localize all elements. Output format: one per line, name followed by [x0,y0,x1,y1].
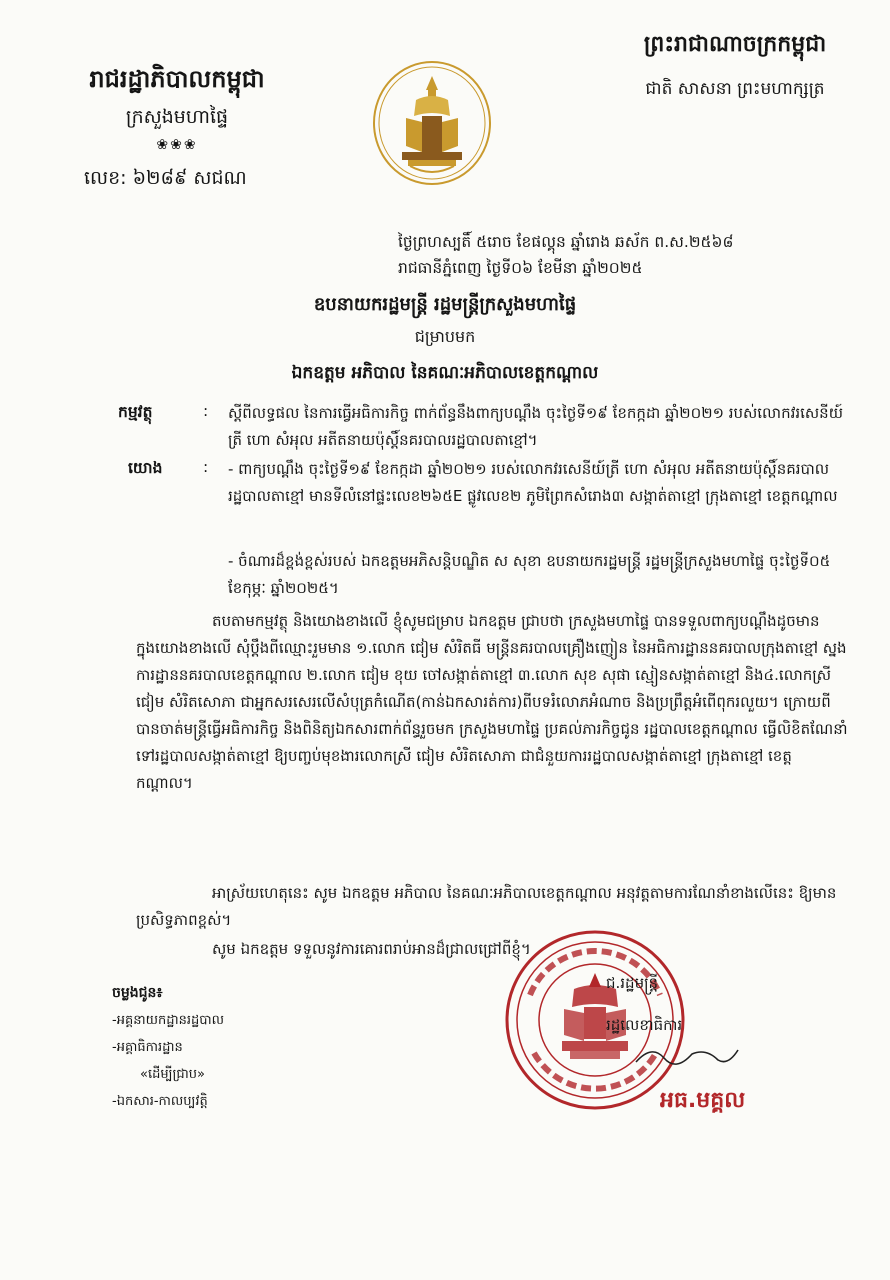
solar-date: រាជធានីភ្នំពេញ ថ្ងៃទី០៦ ខែមីនា ឆ្នាំ២០២៥ [398,259,643,277]
kingdom-header [600,30,870,103]
initials-stamp: អធ.មគ្គល [660,1088,746,1113]
subject-text: ស្ដីពីលទ្ធផល នៃការធ្វើអធិការកិច្ច ពាក់ព័ន្ធនឹងពាក្យបណ្ដឹង ចុះថ្ងៃទី១៩ ខែកក្កដា ឆ្នាំ២០២១ របស់លោកវរសេនីយ៍ត្រី ហោ សំអុល អតីតនាយប៉ុស្ដិ៍នគរបាលរដ្ឋបាលតាខ្មៅ។ [228,404,843,449]
recipient-title: ឯកឧត្តម អភិបាល នៃគណៈអភិបាលខេត្តកណ្ដាល [291,363,599,383]
ministry-name: ក្រសួងមហាផ្ទៃ [125,106,229,128]
body-paragraph-2: អាស្រ័យហេតុនេះ សូម ឯកឧត្តម អភិបាល នៃគណៈអភិបាលខេត្តកណ្ដាល អនុវត្តតាមការណែនាំខាងលើនេះ ឱ្យមានប្រសិទ្ធភាពខ្ពស់។ [136,884,837,929]
government-name: រាជរដ្ឋាភិបាលកម្ពុជា [89,65,265,93]
closing-paragraph: សូម ឯកឧត្តម ទទួលនូវការគោរពរាប់អានដ៏ជ្រាលជ្រៅពីខ្ញុំ។ [212,940,531,958]
sender-title: ឧបនាយករដ្ឋមន្ត្រី រដ្ឋមន្ត្រីក្រសួងមហាផ្ទៃ [313,294,577,315]
subject-label: កម្មវត្ថុ [118,403,153,421]
reference-item-2: - ចំណារដ៏ខ្ពង់ខ្ពស់របស់ ឯកឧត្តមអភិសន្ដិបណ្ឌិត ស សុខា ឧបនាយករដ្ឋមន្ត្រី រដ្ឋមន្ត្រីក្រសួងមហាផ្ទៃ ចុះថ្ងៃទី០៥ ខែកុម្ភៈ ឆ្នាំ២០២៥។ [228,552,831,597]
cc-list [112,980,224,1115]
signatory-position: រដ្ឋលេខាធិការ [606,1016,683,1034]
document-number: លេខ: ៦២៨៩ សជណ [84,167,247,189]
royal-emblem-icon [372,60,492,186]
national-motto: ជាតិ សាសនា ព្រះមហាក្សត្រ [645,79,825,99]
reference-label: យោង [128,459,163,477]
subject-colon: : [203,402,209,420]
body-paragraph-1: តបតាមកម្មវត្ថុ និងយោងខាងលើ ខ្ញុំសូមជម្រាប ឯកឧត្តម ជ្រាបថា ក្រសួងមហាផ្ទៃ បានទទួលពាក្យបណ្ដឹងដូចមានក្នុងយោងខាងលើ សុំប្ដឹងពីឈ្មោះរួមមាន ១.លោក ជៀម សំរិតធី មន្ត្រីនគរបាលគ្រឿងញៀន នៃអធិការដ្ឋាននគរបាលក្រុងតាខ្មៅ ស្នងការដ្ឋាននគរបាលខេត្តកណ្ដាល ២.លោក ជៀម ខុយ ចៅសង្កាត់តាខ្មៅ ៣.លោក សុខ សុផា ស្មៀនសង្កាត់តាខ្មៅ និង៤.លោកស្រី ជៀម សំរិតសោភា ជាអ្នកសរសេរលើសំបុត្រកំណើត(កាន់ឯកសារត់ការ)ពីបទរំលោភអំណាច និងប្រព្រឹត្តអំពើពុករលួយ។ ក្រោយពីបានចាត់មន្ត្រីធ្វើអធិការកិច្ច និងពិនិត្យឯកសារពាក់ព័ន្ធរួចមក ក្រសួងមហាផ្ទៃ ប្រគល់ភារកិច្ចជូន រដ្ឋបាលខេត្តកណ្ដាល ធ្វើលិខិតណែនាំទៅរដ្ឋបាលសង្កាត់តាខ្មៅ ឱ្យបញ្ចប់មុខងារលោកស្រី ជៀម សំរិតសោភា ជាជំនួយការរដ្ឋបាលសង្កាត់តាខ្មៅ ក្រុងតាខ្មៅ ខេត្តកណ្ដាល។ [136,612,848,792]
ornament-divider: ❀❀❀ [156,137,198,153]
cc-item: -អគ្គាធិការដ្ឋាន [112,1040,183,1055]
cc-title: ចម្លងជូន៖ [112,985,163,1001]
signature-scribble-icon [632,1040,742,1070]
reference-item-1: - ពាក្យបណ្ដឹង ចុះថ្ងៃទី១៩ ខែកក្កដា ឆ្នាំ២០២១ របស់លោកវរសេនីយ៍ត្រី ហោ សំអុល អតីតនាយប៉ុស្ដិ៍នគរបាលរដ្ឋបាលតាខ្មៅ មានទីលំនៅផ្ទះលេខ២៦៥E ផ្លូវលេខ២ ភូមិព្រែកសំរោង៣ សង្កាត់តាខ្មៅ ក្រុងតាខ្មៅ ខេត្តកណ្ដាល [228,460,838,505]
kingdom-name: ព្រះរាជាណាចក្រកម្ពុជា [643,32,827,57]
respect-line: ជម្រាបមក [414,327,476,346]
ministry-header [52,64,302,153]
cc-item: «ដើម្បីជ្រាប» [140,1067,205,1082]
signatory-title: ជ.រដ្ឋមន្ត្រី [606,974,659,992]
cc-item: -អគ្គនាយកដ្ឋានរដ្ឋបាល [112,1013,224,1028]
reference-colon: : [203,458,209,476]
cc-item: -ឯកសារ-កាលប្បវត្តិ [112,1094,208,1109]
lunar-date: ថ្ងៃព្រហស្បតិ៍ ៥រោច ខែផល្គុន ឆ្នាំរោង ឆស័ក ព.ស.២៥៦៨ [398,233,734,251]
